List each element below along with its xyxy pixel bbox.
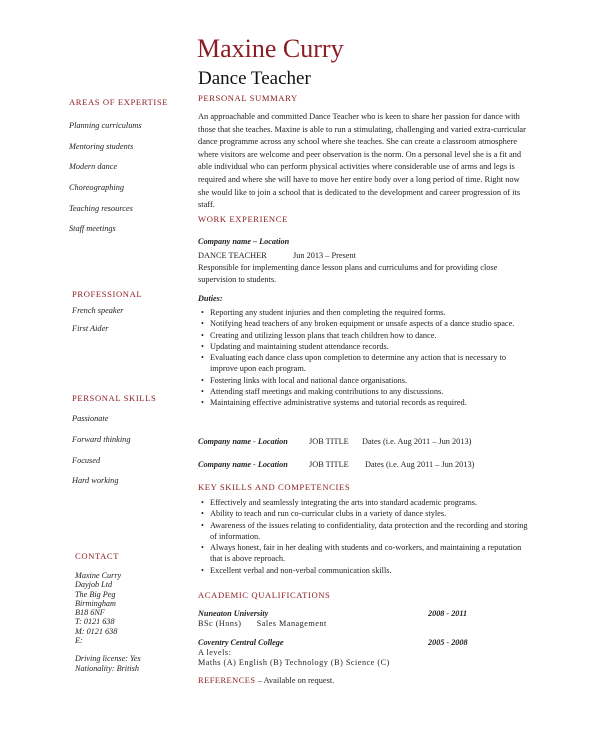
education-heading: ACADEMIC QUALIFICATIONS — [198, 590, 331, 600]
contact-heading: CONTACT — [75, 551, 120, 561]
contact-company: Dayjob Ltd — [75, 580, 113, 590]
duty-item: • Updating and maintaining student attendance records. — [210, 341, 528, 352]
contact-mobile: M: 0121 638 — [75, 626, 118, 636]
nationality: Nationality: British — [75, 663, 139, 673]
personal-skills-heading: PERSONAL SKILLS — [72, 393, 157, 403]
duty-item: • Reporting any student injuries and then completing the required forms. — [210, 307, 528, 318]
skill-item: • Effectively and seamlessly integrating the arts into standard academic programs. — [210, 497, 528, 508]
duty-item: • Evaluating each dance class upon completion to determine any action that is necessary to improve upon each program. — [210, 352, 528, 375]
contact-postcode: B18 6NF — [75, 608, 105, 618]
professional-item: First Aider — [72, 324, 109, 333]
references — [198, 676, 334, 685]
duty-item: • Attending staff meetings and making contributions to any discussions. — [210, 386, 528, 397]
school-years: 2005 - 2008 — [428, 638, 468, 647]
expertise-item: Modern dance — [69, 162, 118, 171]
references-text: – Available on request. — [255, 676, 335, 685]
work-heading: WORK EXPERIENCE — [198, 214, 288, 224]
job-dates: Dates (i.e. Aug 2011 – Jun 2013) — [365, 460, 475, 469]
contact-details — [75, 571, 141, 673]
role-row — [198, 251, 356, 260]
skills-heading: KEY SKILLS AND COMPETENCIES — [198, 482, 351, 492]
professional-heading: PROFESSIONAL — [72, 289, 143, 299]
skill-item: • Awareness of the issues relating to confidentiality, data protection and the recording and storing of information. — [210, 520, 528, 543]
candidate-name: Maxine Curry — [197, 34, 344, 63]
job-company: Company name - Location — [198, 437, 288, 446]
role-description: Responsible for implementing dance lesson plans and curriculums and for providing close supervision to students. — [198, 263, 498, 284]
contact-address: The Big Peg — [75, 589, 116, 599]
expertise-item: Staff meetings — [69, 224, 116, 233]
skill-item: • Excellent verbal and non-verbal communication skills. — [210, 565, 528, 576]
duty-item: • Creating and utilizing lesson plans that teach children how to dance. — [210, 330, 528, 341]
skill-item: • Ability to teach and run co-curricular clubs in a variety of dance styles. — [210, 508, 528, 519]
job-title-placeholder: JOB TITLE — [309, 437, 349, 446]
job-title-placeholder: JOB TITLE — [309, 460, 349, 469]
skill-item: • Always honest, fair in her dealing with students and co-workers, and maintaining a reputation that is above reproach. — [210, 542, 528, 565]
expertise-item: Choreographing — [69, 183, 125, 192]
expertise-item: Planning curriculums — [69, 121, 142, 130]
contact-name: Maxine Curry — [75, 571, 122, 580]
job-title: Dance Teacher — [198, 68, 311, 89]
skills-list — [198, 497, 528, 576]
duties-label: Duties: — [198, 294, 223, 303]
job-company: Company name - Location — [198, 460, 288, 469]
job-row — [198, 437, 471, 446]
contact-phone: T: 0121 638 — [75, 617, 115, 627]
professional-item: French speaker — [72, 306, 124, 315]
role: DANCE TEACHER — [198, 251, 267, 260]
job-dates: Dates (i.e. Aug 2011 – Jun 2013) — [362, 437, 472, 446]
company-location: Company name – Location — [198, 237, 290, 246]
role-dates: Jun 2013 – Present — [293, 251, 356, 260]
contact-email: E: — [75, 636, 83, 646]
personal-skill: Passionate — [72, 414, 109, 423]
duty-item: • Notifying head teachers of any broken equipment or unsafe aspects of a dance studio space. — [210, 318, 528, 329]
duty-item: • Fostering links with local and national dance organisations. — [210, 375, 528, 386]
expertise-heading: AREAS OF EXPERTISE — [69, 97, 169, 107]
a-levels-grades: Maths (A) English (B) Technology (B) Science (C) — [198, 658, 390, 667]
school-years: 2008 - 2011 — [428, 609, 468, 618]
expertise-item: Mentoring students — [69, 142, 134, 151]
summary-heading: PERSONAL SUMMARY — [198, 93, 298, 103]
duty-item: • Maintaining effective administrative systems and tutorial records as required. — [210, 397, 528, 408]
job-row — [198, 460, 474, 469]
a-levels-label: A levels: — [198, 648, 232, 657]
school-name: Nuneaton University — [198, 609, 269, 618]
personal-skill: Forward thinking — [72, 435, 131, 444]
contact-city: Birmingham — [75, 598, 116, 608]
degree: BSc (Hons) Sales Management — [198, 619, 327, 628]
references-heading: REFERENCES — [198, 676, 256, 685]
school-name: Coventry Central College — [198, 638, 284, 647]
duties-list — [198, 307, 528, 409]
summary-text: An approachable and committed Dance Teacher who is keen to share her passion for dance with those that she teaches. Maxine is able to run a stimulating, challenging and varied extra-curricular dance programme across any school where she teaches. She can create a classroom atmosphere where visitors are welcome and peer observation is the norm. On a personal level she is a fit and able individual who can perform physical activities where considerable use of arms and legs is required and where she will have to move her entire body over a long period of time. Right now she would like to join a school that is dedicated to the development and career progression of its staff. — [198, 112, 526, 210]
expertise-item: Teaching resources — [69, 204, 133, 213]
personal-skill: Hard working — [72, 476, 119, 485]
personal-skill: Focused — [72, 456, 101, 465]
driving-license: Driving license: Yes — [75, 654, 141, 664]
